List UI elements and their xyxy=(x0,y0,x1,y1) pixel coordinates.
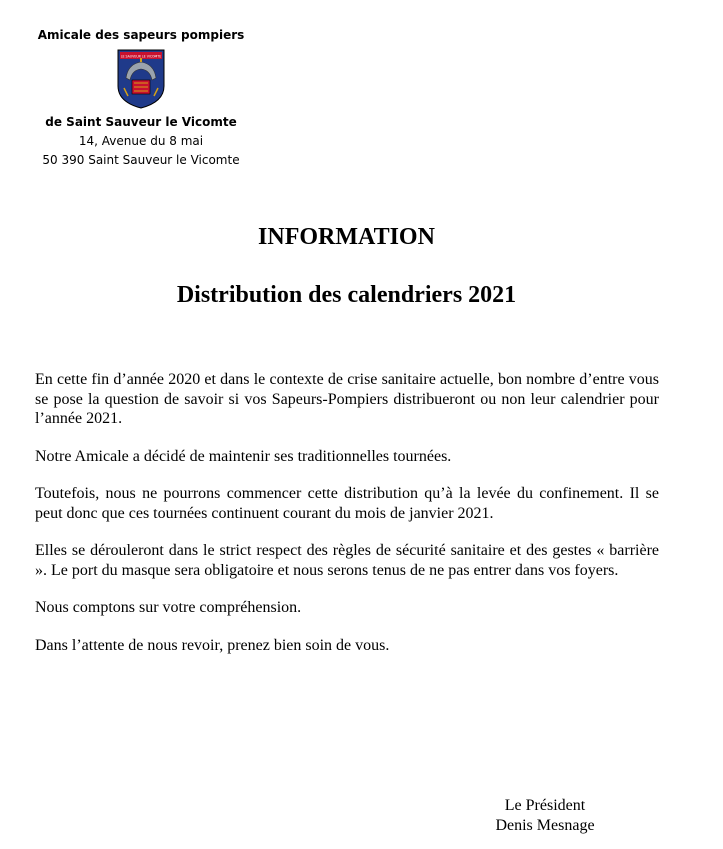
paragraph-safety: Elles se dérouleront dans le strict respect des règles de sécurité sanitaire et des gestes « barrière ». Le port du masque sera obligatoire et nous serons tenus de ne pas entrer dans vos foyers. xyxy=(35,542,659,579)
signature-name: Denis Mesnage xyxy=(495,817,595,834)
page-subtitle: Distribution des calendriers 2021 xyxy=(176,282,517,308)
paragraph-closing: Dans l’attente de nous revoir, prenez bien soin de vous. xyxy=(35,636,390,654)
letter-body xyxy=(35,370,659,673)
page-title: INFORMATION xyxy=(258,224,435,250)
paragraph-understanding: Nous comptons sur votre compréhension. xyxy=(35,599,302,616)
crest-text: LE SAUVEUR LE VICOMTE xyxy=(120,54,162,59)
fire-brigade-crest-icon xyxy=(116,48,166,110)
association-name-line1: Amicale des sapeurs pompiers xyxy=(37,28,245,42)
paragraph-timing: Toutefois, nous ne pourrons commencer cette distribution qu’à la levée du confinement. Il se peut donc que ces tournées continuent courant du mois de janvier 2021. xyxy=(35,485,659,522)
signature-block xyxy=(470,796,620,836)
letterhead xyxy=(30,26,252,170)
signature-role: Le Président xyxy=(504,797,586,814)
paragraph-context: En cette fin d’année 2020 et dans le contexte de crise sanitaire actuelle, bon nombre d’entre vous se pose la question de savoir si vos Sapeurs-Pompiers distribueront ou non leur calendrier pour l’année 2021. xyxy=(35,371,659,427)
address-street: 14, Avenue du 8 mai xyxy=(78,134,204,148)
paragraph-decision: Notre Amicale a décidé de maintenir ses traditionnelles tournées. xyxy=(35,447,452,465)
association-name-line2: de Saint Sauveur le Vicomte xyxy=(45,115,237,129)
address-city: 50 390 Saint Sauveur le Vicomte xyxy=(42,153,240,167)
